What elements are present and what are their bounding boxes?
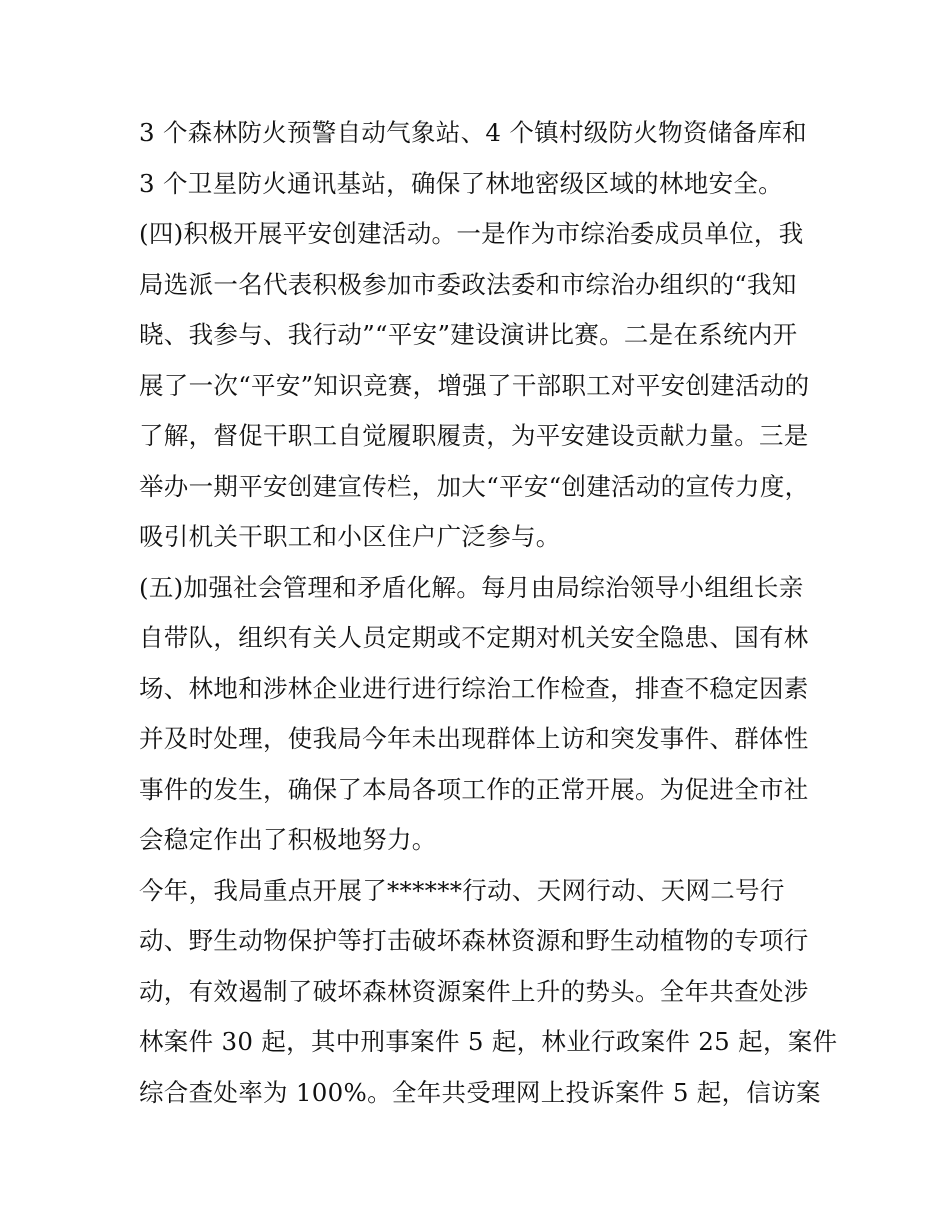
text-line: 场、林地和涉林企业进行进行综治工作检查，排查不稳定因素 — [139, 673, 809, 703]
text-line: 局选派一名代表积极参加市委政法委和市综治办组织的“我知 — [139, 269, 797, 299]
text-line: 吸引机关干职工和小区住户广泛参与。 — [139, 522, 561, 551]
text-line: 会稳定作出了积极地努力。 — [139, 825, 437, 854]
text-line: 林案件 30 起，其中刑事案件 5 起，林业行政案件 25 起，案件 — [139, 1027, 838, 1056]
text-line: 综合查处率为 100%。全年共受理网上投诉案件 5 起，信访案 — [139, 1077, 821, 1107]
text-line: 了解，督促干职工自觉履职履责，为平安建设贡献力量。三是 — [139, 421, 809, 450]
text-line: 自带队，组织有关人员定期或不定期对机关安全隐患、国有林 — [139, 623, 809, 652]
text-line: 3 个卫星防火通讯基站，确保了林地密级区域的林地安全。 — [139, 168, 783, 198]
body-text — [139, 108, 838, 1118]
text-line: 晓、我参与、我行动”“平安”建设演讲比赛。二是在系统内开 — [139, 320, 798, 349]
text-line: 动、野生动物保护等打击破坏森林资源和野生动植物的专项行 — [139, 926, 809, 955]
text-line: (五)加强社会管理和矛盾化解。每月由局综治领导小组组长亲 — [139, 572, 804, 602]
text-line: 事件的发生，确保了本局各项工作的正常开展。为促进全市社 — [139, 774, 809, 804]
text-line: 动，有效遏制了破坏森林资源案件上升的势头。全年共查处涉 — [139, 976, 809, 1006]
text-line: 举办一期平安创建宣传栏，加大“平安“创建活动的宣传力度， — [139, 471, 810, 501]
text-line: 今年，我局重点开展了******行动、天网行动、天网二号行 — [139, 875, 785, 905]
text-line: 3 个森林防火预警自动气象站、4 个镇村级防火物资储备库和 — [139, 118, 807, 147]
text-line: 并及时处理，使我局今年未出现群体上访和突发事件、群体性 — [139, 724, 809, 753]
text-line: (四)积极开展平安创建活动。一是作为市综治委成员单位，我 — [139, 219, 804, 248]
text-line: 展了一次“平安”知识竞赛，增强了干部职工对平安创建活动的 — [139, 370, 810, 400]
